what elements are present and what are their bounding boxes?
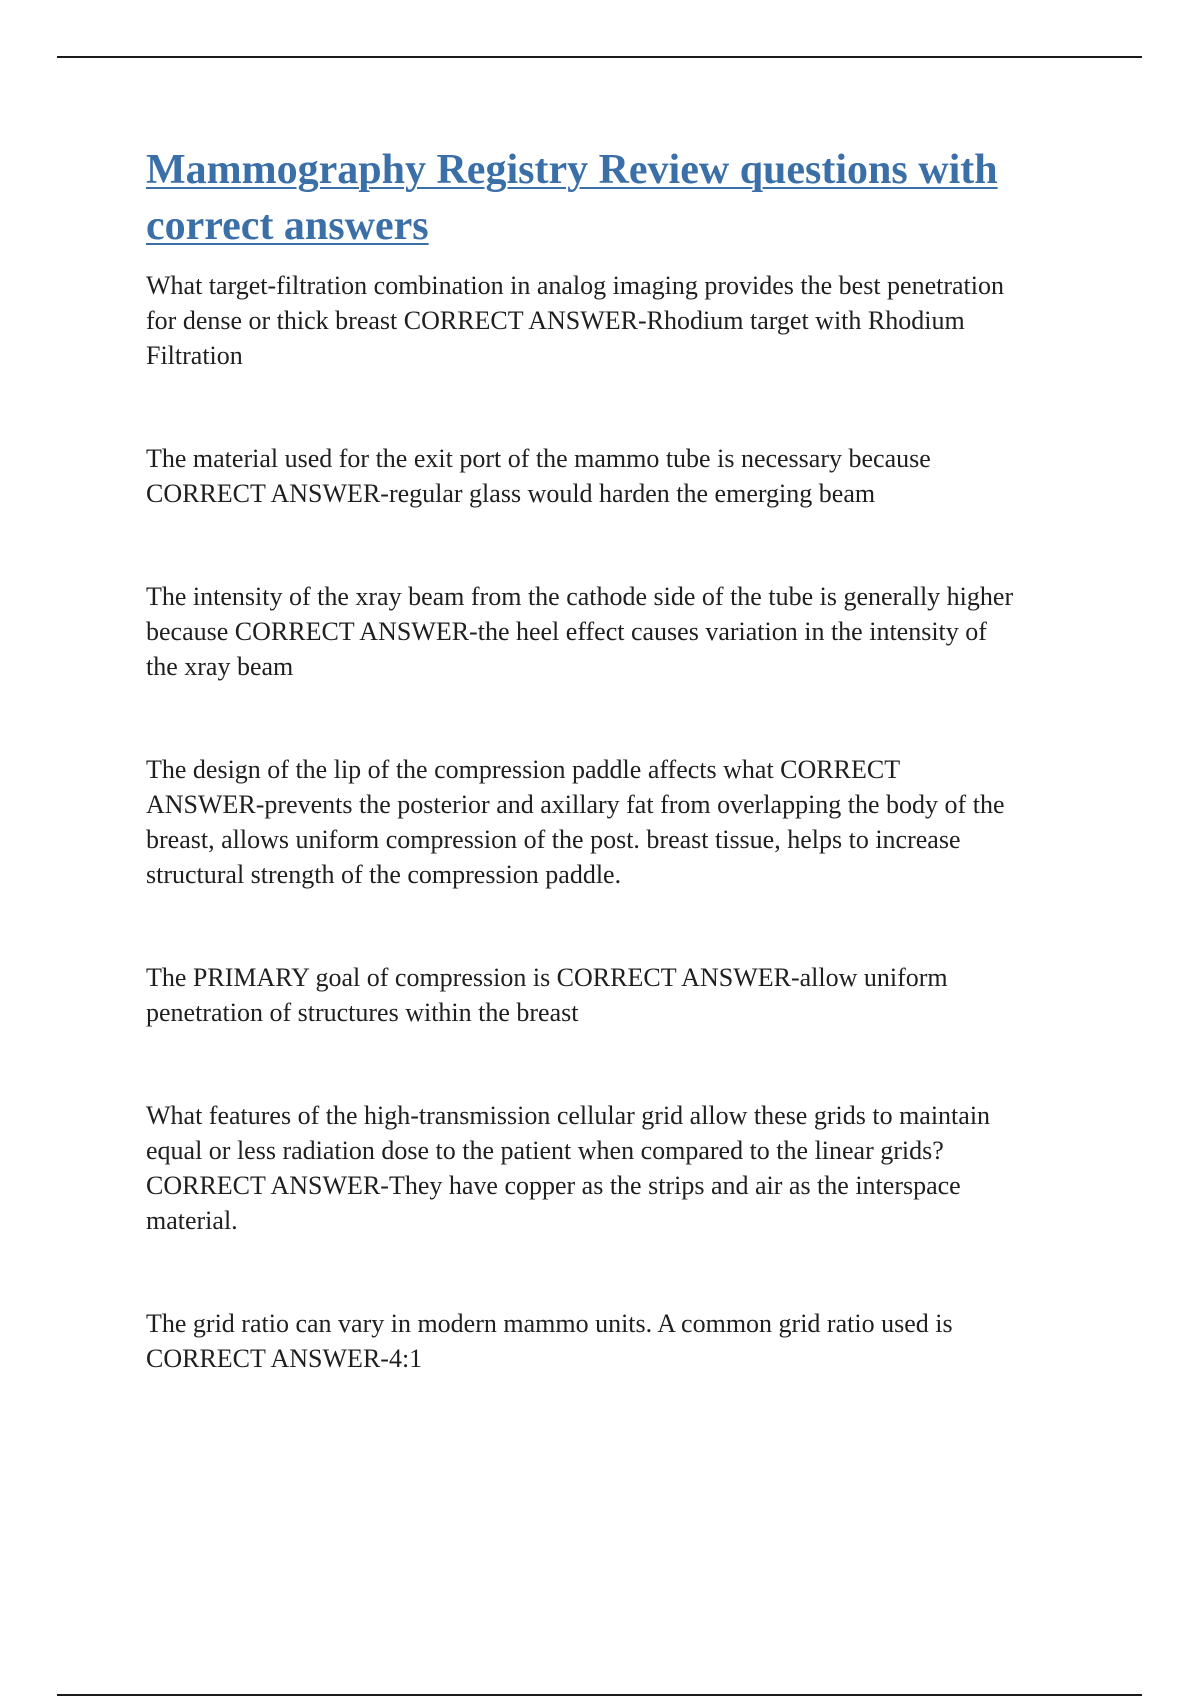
qa-item-2: The material used for the exit port of the mammo tube is necessary because CORRECT ANSWER-regular glass would harden the emerging beam bbox=[146, 444, 931, 508]
qa-item-7: The grid ratio can vary in modern mammo units. A common grid ratio used is CORRECT ANSWER-4:1 bbox=[146, 1309, 953, 1373]
qa-item-4: The design of the lip of the compression paddle affects what CORRECT ANSWER-prevents the posterior and axillary fat from overlapping the body of the breast, allows uniform compression of the post. breast tissue, helps to increase structural strength of the compression paddle. bbox=[146, 755, 1005, 889]
qa-item-5: The PRIMARY goal of compression is CORRECT ANSWER-allow uniform penetration of structures within the breast bbox=[146, 963, 948, 1027]
qa-item-6: What features of the high-transmission cellular grid allow these grids to maintain equal or less radiation dose to the patient when compared to the linear grids? CORRECT ANSWER-They have copper as the strips and air as the interspace material. bbox=[146, 1101, 991, 1235]
document-body bbox=[146, 142, 1096, 1376]
qa-list bbox=[146, 268, 1096, 1376]
bottom-rule bbox=[57, 1694, 1142, 1696]
qa-item-3: The intensity of the xray beam from the cathode side of the tube is generally higher because CORRECT ANSWER-the heel effect causes variation in the intensity of the xray beam bbox=[146, 582, 1014, 681]
document-title: Mammography Registry Review questions with correct answers bbox=[146, 147, 998, 249]
qa-item-1: What target-filtration combination in analog imaging provides the best penetration for dense or thick breast CORRECT ANSWER-Rhodium target with Rhodium Filtration bbox=[146, 271, 1004, 370]
top-rule bbox=[57, 56, 1142, 58]
